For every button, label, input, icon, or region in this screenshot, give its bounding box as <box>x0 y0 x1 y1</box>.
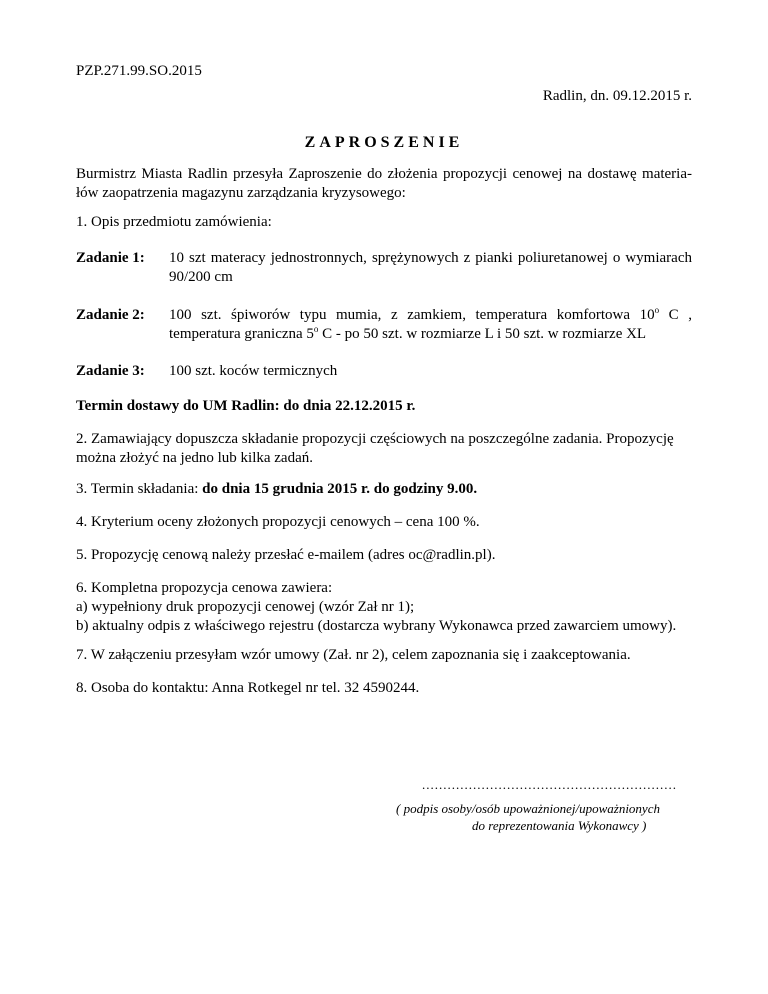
point-6-item-a: a) wypełniony druk propozycji cenowej (wzór Zał nr 1); <box>76 599 415 615</box>
point-6-title: 6. Kompletna propozycja cenowa zawiera: <box>76 580 333 596</box>
point-2: 2. Zamawiający dopuszcza składanie propozycji częściowych na poszczególne zadania. Propozycję można złożyć na jedno lub kilka zadań. <box>76 431 674 466</box>
task-label: Zadanie 3: <box>76 363 145 379</box>
task-label: Zadanie 1: <box>76 250 145 266</box>
degree-sup: o <box>313 324 319 334</box>
task-text-part: C - po 50 szt. w rozmiarze L i 50 szt. w rozmiarze XL <box>318 326 647 342</box>
signature-caption <box>396 800 660 834</box>
section-1-heading: 1. Opis przedmiotu zamówienia: <box>76 214 272 230</box>
signature-line: ............................................................ <box>422 777 677 792</box>
document-title: ZAPROSZENIE <box>304 134 464 151</box>
reference-number: PZP.271.99.SO.2015 <box>76 63 202 79</box>
signature-caption-line-2: do reprezentowania Wykonawcy ) <box>472 818 647 833</box>
task-description: 10 szt materacy jednostronnych, sprężynowych z pianki poliuretanowej o wymiarach 90/200 cm <box>169 250 692 285</box>
degree-sup: o <box>654 305 660 315</box>
point-3-prefix: 3. Termin składania: <box>76 481 203 497</box>
point-8: 8. Osoba do kontaktu: Anna Rotkegel nr tel. 32 4590244. <box>76 680 420 696</box>
task-description: 100 szt. koców termicznych <box>169 363 338 379</box>
document-page <box>76 0 692 994</box>
intro-paragraph: Burmistrz Miasta Radlin przesyła Zaproszenie do złożenia propozycji cenowej na dostawę materia-łów zaopatrzenia magazynu zarządzania kryzysowego: <box>76 166 692 201</box>
task-text-part: C , temperatura graniczna 5 <box>169 307 692 342</box>
task-text-part: 100 szt. śpiworów typu mumia, z zamkiem, temperatura komfortowa 10 <box>169 307 655 323</box>
point-6-item-b: b) aktualny odpis z właściwego rejestru (dostarcza wybrany Wykonawca przed zawarciem umowy). <box>76 618 677 634</box>
point-5: 5. Propozycję cenową należy przesłać e-mailem (adres oc@radlin.pl). <box>76 547 496 563</box>
point-4: 4. Kryterium oceny złożonych propozycji cenowych – cena 100 %. <box>76 514 480 530</box>
point-3 <box>76 480 477 499</box>
point-3-deadline: do dnia 15 grudnia 2015 r. do godziny 9.00. <box>202 481 478 497</box>
signature-caption-line-1: ( podpis osoby/osób upoważnionej/upoważnionych <box>396 801 660 816</box>
task-label: Zadanie 2: <box>76 307 145 323</box>
document-date: Radlin, dn. 09.12.2015 r. <box>542 88 692 104</box>
task-description <box>169 306 692 344</box>
point-6 <box>76 579 692 636</box>
point-7: 7. W załączeniu przesyłam wzór umowy (Zał. nr 2), celem zapoznania się i zaakceptowania. <box>76 647 631 663</box>
delivery-term: Termin dostawy do UM Radlin: do dnia 22.12.2015 r. <box>76 398 416 414</box>
